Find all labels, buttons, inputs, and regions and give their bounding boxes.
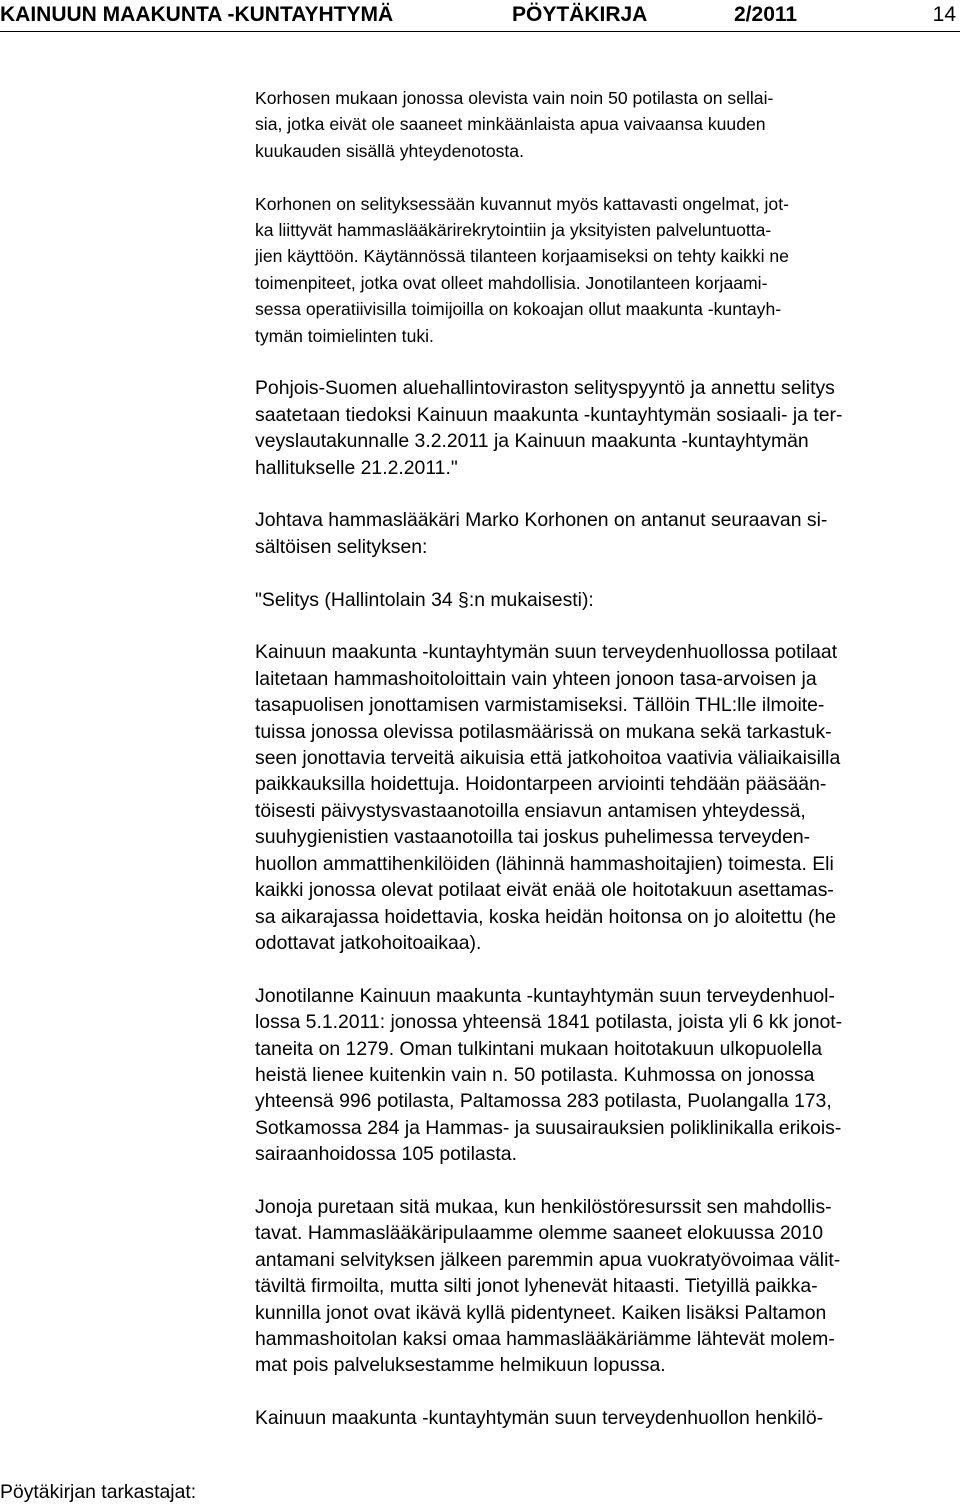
text-line: sairaanhoidossa 105 potilasta. (255, 1143, 517, 1166)
text-line: Pohjois-Suomen aluehallintoviraston selityspyyntö ja annettu selitys (255, 377, 835, 400)
text-line: mat pois palveluksestamme helmikuun lopussa. (255, 1354, 666, 1377)
text-line: sa aikarajassa hoidettavia, koska heidän hoitonsa on jo aloitettu (he (255, 905, 837, 928)
text-line: antamani selvityksen jälkeen paremmin apua vuokratyövoimaa välit- (255, 1248, 841, 1271)
text-line: sessa operatiivisilla toimijoilla on kokoajan ollut maakunta -kuntayh- (255, 299, 782, 320)
text-line: Jonoja puretaan sitä mukaa, kun henkilöstöresurssit sen mahdollis- (255, 1195, 832, 1218)
text-line: laitetaan hammashoitoloittain vain yhteen jonoon tasa-arvoisen ja (255, 667, 817, 690)
paragraph (255, 375, 957, 481)
text-line: kuukauden sisällä yhteydenotosta. (255, 140, 524, 161)
text-line: kaikki jonossa olevat potilaat eivät enää ole hoitotakuun asettamas- (255, 879, 834, 902)
footer-reviewers-label: Pöytäkirjan tarkastajat: (0, 1481, 197, 1503)
text-line: ka liittyvät hammaslääkärirekrytointiin ja yksityisten palveluntuotta- (255, 220, 772, 241)
paragraph (255, 983, 957, 1168)
text-line: Jonotilanne Kainuun maakunta -kuntayhtymän suun terveydenhuol- (255, 984, 835, 1007)
paragraph (255, 639, 957, 956)
text-line: toimenpiteet, jotka ovat olleet mahdollisia. Jonotilanteen korjaami- (255, 272, 768, 293)
text-line: odottavat jatkohoitoaikaa). (255, 931, 482, 954)
text-line: täviltä firmoilta, mutta silti jonot lyhenevät hitaasti. Tietyillä paikka- (255, 1275, 818, 1298)
text-line: kunnilla jonot ovat ikävä kyllä pidentyneet. Kaiken lisäksi Paltamon (255, 1301, 827, 1324)
text-line: Johtava hammaslääkäri Marko Korhonen on antanut seuraavan si- (255, 509, 828, 532)
text-line: Kainuun maakunta -kuntayhtymän suun terveydenhuollon henkilö- (255, 1407, 824, 1430)
text-line: tavat. Hammaslääkäripulaamme olemme saaneet elokuussa 2010 (255, 1222, 824, 1245)
text-line: yhteensä 996 potilasta, Paltamossa 283 potilasta, Puolangalla 173, (255, 1090, 832, 1113)
paragraph (255, 85, 957, 164)
text-line: "Selitys (Hallintolain 34 §:n mukaisesti): (255, 588, 594, 611)
document-number: 2/2011 (734, 3, 798, 26)
document-type: PÖYTÄKIRJA (512, 3, 648, 26)
text-line: saatetaan tiedoksi Kainuun maakunta -kuntayhtymän sosiaali- ja ter- (255, 403, 843, 426)
paragraph (255, 587, 957, 613)
paragraph (255, 507, 957, 560)
text-line: tuissa jonossa olevissa potilasmäärissä on mukana sekä tarkastuk- (255, 720, 832, 743)
page-number: 14 (932, 3, 956, 26)
page-header (0, 0, 960, 32)
text-line: Sotkamossa 284 ja Hammas- ja suusairauksien poliklinikalla erikois- (255, 1116, 842, 1139)
text-line: seen jonottavia terveitä aikuisia että jatkohoitoa vaativia väliaikaisilla (255, 747, 841, 770)
text-line: sältöisen selityksen: (255, 535, 428, 558)
text-line: heistä lienee kuitenkin vain n. 50 potilasta. Kuhmossa on jonossa (255, 1063, 815, 1086)
text-line: Korhosen mukaan jonossa olevista vain noin 50 potilasta on sellai- (255, 88, 774, 108)
text-line: taneita on 1279. Oman tulkintani mukaan hoitotakuun ulkopuolella (255, 1037, 823, 1060)
text-line: lossa 5.1.2011: jonossa yhteensä 1841 potilasta, joista yli 6 kk jonot- (255, 1011, 843, 1034)
text-line: suuhygienistien vastaanotoilla tai joskus puhelimessa terveyden- (255, 826, 811, 849)
paragraph (255, 1405, 957, 1431)
text-line: Kainuun maakunta -kuntayhtymän suun terveydenhuollossa potilaat (255, 641, 838, 664)
paragraph (255, 191, 957, 349)
text-line: Korhonen on selityksessään kuvannut myös kattavasti ongelmat, jot- (255, 193, 789, 214)
text-line: hallitukselle 21.2.2011." (255, 456, 458, 479)
text-line: jien käyttöön. Käytännössä tilanteen korjaamiseksi on tehty kaikki ne (255, 246, 789, 267)
paragraph (255, 1194, 957, 1379)
text-line: veyslautakunnalle 3.2.2011 ja Kainuun maakunta -kuntayhtymän (255, 430, 809, 453)
document-body (255, 85, 957, 1432)
text-line: sia, jotka eivät ole saaneet minkäänlaista apua vaivaansa kuuden (255, 114, 766, 135)
text-line: hammashoitolan kaksi omaa hammaslääkäriämme lähtevät molem- (255, 1327, 835, 1350)
text-line: tasapuolisen jonottamisen varmistamiseksi. Tällöin THL:lle ilmoite- (255, 694, 825, 717)
organization-name: KAINUUN MAAKUNTA -KUNTAYHTYMÄ (0, 3, 394, 26)
text-line: paikkauksilla hoidettuja. Hoidontarpeen arviointi tehdään pääsään- (255, 773, 827, 796)
text-line: huollon ammattihenkilöiden (lähinnä hammashoitajien) toimesta. Eli (255, 852, 834, 875)
text-line: tymän toimielinten tuki. (255, 325, 434, 346)
text-line: töisesti päivystysvastaanotoilla ensiavun antamisen yhteydessä, (255, 799, 806, 822)
